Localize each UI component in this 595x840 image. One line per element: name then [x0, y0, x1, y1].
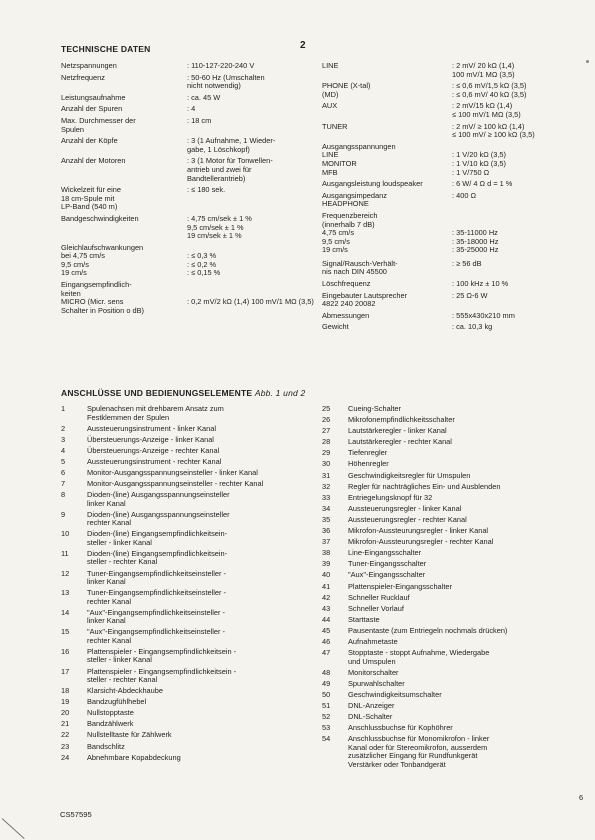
spec-value: : 35-18000 Hz: [452, 236, 499, 246]
element-list-item: [61, 687, 323, 696]
specs-right-list: [322, 62, 587, 140]
spec-label: Löschfrequenz: [322, 279, 371, 289]
element-list-item: [322, 605, 584, 614]
elements-right-list: [322, 405, 584, 772]
element-number: 7: [61, 479, 66, 489]
element-number: 34: [322, 503, 331, 513]
spec-value: : 50-60 Hz (Umschalten nicht notwendig): [187, 72, 265, 91]
element-list-item: [61, 609, 323, 626]
element-description: Bandzählwerk: [87, 719, 134, 729]
element-number: 21: [61, 719, 70, 729]
element-list-item: [322, 724, 584, 733]
specs-left-list: [61, 62, 316, 241]
spec-label: LINE: [322, 150, 339, 160]
element-list-item: [61, 436, 323, 445]
element-list-item: [322, 691, 584, 700]
element-number: 17: [61, 666, 70, 676]
spec-row: [322, 280, 587, 289]
element-description: Tuner-Eingangsempfindlichkeitseinsteller - linker Kanal: [87, 568, 226, 587]
spec-label: Gewicht: [322, 322, 349, 332]
element-number: 11: [61, 548, 69, 558]
element-description: Starttaste: [348, 614, 380, 624]
spec-row: [61, 298, 316, 315]
element-list-item: [322, 560, 584, 569]
spec-row: [322, 180, 587, 189]
element-number: 19: [61, 697, 70, 707]
element-description: Dioden-(line) Eingangsempfindlichkeitsein- steller - rechter Kanal: [87, 548, 228, 567]
element-number: 50: [322, 689, 331, 699]
spec-label: Leistungsaufnahme: [61, 92, 126, 102]
spec-value: : 1 V/10 kΩ (3,5): [452, 158, 506, 168]
element-list-item: [61, 743, 323, 752]
element-list-item: [61, 648, 323, 665]
element-list-item: [61, 480, 323, 489]
spec-label: TUNER: [322, 121, 348, 131]
specs-right-list-3: [322, 260, 587, 332]
element-number: 8: [61, 490, 66, 500]
element-description: Höhenregler: [348, 459, 389, 469]
element-list-item: [61, 511, 323, 528]
spec-row: [322, 312, 587, 321]
element-list-item: [322, 460, 584, 469]
ausgang-rows: [322, 151, 587, 177]
element-number: 29: [322, 448, 331, 458]
element-number: 41: [322, 581, 331, 591]
spec-row: [61, 117, 316, 134]
spec-row: [322, 246, 587, 255]
spec-value: : 2 mV/15 kΩ (1,4) ≤ 100 mV/1 MΩ (3,5): [452, 101, 521, 119]
element-number: 49: [322, 678, 331, 688]
element-number: 23: [61, 741, 70, 751]
element-description: Aussteuerungsregler - rechter Kanal: [348, 514, 467, 524]
spec-value: : 1 V/750 Ω: [452, 167, 490, 177]
element-list-item: [322, 538, 584, 547]
spec-row: [322, 292, 587, 309]
element-description: Tiefenregler: [348, 448, 388, 458]
element-list-item: [61, 405, 323, 422]
spec-label: Anzahl der Köpfe: [61, 136, 118, 146]
connections-figure-ref: Abb. 1 und 2: [254, 388, 306, 398]
spec-label: 9,5 cm/s: [322, 236, 350, 246]
element-number: 44: [322, 614, 331, 624]
spec-label: AUX: [322, 101, 338, 111]
element-description: Abnehmbare Kopabdeckung: [87, 752, 181, 762]
scan-mark-line: [2, 818, 25, 839]
spec-value: : 4,75 cm/sek ± 1 % 9,5 cm/sek ± 1 % 19 cm/sek ± 1 %: [187, 213, 252, 241]
spec-value: : 2 mV/ 20 kΩ (1,4) 100 mV/1 MΩ (3,5): [452, 61, 515, 79]
element-list-item: [61, 425, 323, 434]
spec-row: [61, 105, 316, 114]
corner-mark: 6: [579, 793, 584, 802]
element-list-item: [322, 627, 584, 636]
element-list-item: [322, 702, 584, 711]
spec-label: Abmessungen: [322, 310, 370, 320]
element-number: 45: [322, 625, 331, 635]
spec-value: : 25 Ω-6 W: [452, 290, 488, 300]
element-description: Übersteuerungs-Anzeige - rechter Kanal: [87, 445, 220, 455]
spec-value: : ≤ 0,3 %: [187, 251, 217, 261]
element-number: 3: [61, 434, 66, 444]
element-list-item: [61, 668, 323, 685]
element-list-item: [322, 649, 584, 666]
element-number: 6: [61, 467, 66, 477]
element-description: Aufnahmetaste: [348, 636, 398, 646]
element-list-item: [322, 416, 584, 425]
specs-left-column: [61, 62, 316, 315]
element-number: 4: [61, 445, 66, 455]
spec-value: : ca. 10,3 kg: [452, 322, 493, 332]
element-number: 12: [61, 568, 70, 578]
element-number: 51: [322, 700, 331, 710]
spec-value: : 100 kHz ± 10 %: [452, 279, 509, 289]
spec-label: Wickelzeit für eine 18 cm-Spule mit LP-Band (540 m): [61, 185, 121, 212]
element-description: Bandzugfühlhebel: [87, 697, 147, 707]
element-list-item: [322, 527, 584, 536]
element-description: Geschwindigkeitsumschalter: [348, 689, 442, 699]
element-description: Schneller Vorlauf: [348, 603, 404, 613]
element-list-item: [322, 549, 584, 558]
element-description: Nullstelltaste für Zählwerk: [87, 730, 172, 740]
element-list-item: [322, 505, 584, 514]
element-list-item: [322, 735, 584, 769]
element-description: Anschlussbuchse für Kophöhrer: [348, 723, 453, 733]
spec-row: [61, 269, 316, 278]
ausgang-title: Ausgangsspannungen: [322, 141, 396, 151]
element-list-item: [322, 449, 584, 458]
element-description: Bandschlitz: [87, 741, 125, 751]
spec-value: : 3 (1 Aufnahme, 1 Wieder- gabe, 1 Löschkopf): [187, 136, 276, 154]
spec-label: Ausgangsimpedanz HEADPHONE: [322, 190, 387, 209]
element-description: Mikrofon-Aussteurungsregler - rechter Kanal: [348, 537, 494, 547]
element-description: Monitor-Ausgangsspannungseinsteller - linker Kanal: [87, 467, 258, 477]
element-number: 54: [322, 734, 331, 744]
spec-value: : ≤ 0,6 mV/1,5 kΩ (3,5) : ≤ 0,6 mV/ 40 kΩ (3,5): [452, 81, 527, 99]
element-description: Mikrofonempfindlichkeitsschalter: [348, 415, 455, 425]
element-list-item: [61, 530, 323, 547]
element-description: Nullstopptaste: [87, 708, 134, 718]
element-description: Stopptaste - stoppt Aufnahme, Wiedergabe und Umspulen: [348, 648, 490, 666]
element-list-item: [322, 583, 584, 592]
element-list-item: [61, 589, 323, 606]
element-number: 43: [322, 603, 331, 613]
element-number: 28: [322, 437, 331, 447]
element-list-item: [61, 628, 323, 645]
element-list-item: [322, 516, 584, 525]
frequenz-title: Frequenzbereich (innerhalb 7 dB): [322, 210, 378, 229]
spec-row: [322, 62, 587, 79]
element-description: Aussteuerungsregler - linker Kanal: [348, 503, 462, 513]
scan-mark-dot: [586, 60, 589, 63]
gleichlauf-rows: [61, 252, 316, 278]
element-description: Regler für nachträgliches Ein- und Ausblenden: [348, 481, 501, 491]
spec-value: : 4: [187, 104, 196, 114]
frequenz-rows: [322, 229, 587, 255]
spec-row: [61, 215, 316, 241]
element-number: 40: [322, 570, 331, 580]
element-number: 15: [61, 627, 70, 637]
element-description: Tuner-Eingangsschalter: [348, 559, 427, 569]
gleichlauf-title: Gleichlaufschwankungen: [61, 242, 144, 252]
element-description: Klarsicht-Abdeckhaube: [87, 686, 164, 696]
element-description: Mikrofon-Aussteurungsregler - linker Kanal: [348, 526, 489, 536]
element-description: "Aux"-Eingangsempfindlichkeitseinsteller - linker Kanal: [87, 607, 225, 626]
spec-row: [322, 169, 587, 178]
spec-row: [61, 186, 316, 212]
element-description: Anschlussbuchse für Monomikrofon - linker Kanal oder für Stereomikrofon, ausserdem zusätzlicher Eingang für Rundfunkgerät Verstärker oder Tonbandgerät: [348, 734, 490, 769]
spec-label: Anzahl der Spuren: [61, 104, 123, 114]
element-number: 46: [322, 636, 331, 646]
element-description: Spurwahlschalter: [348, 678, 405, 688]
element-list-item: [61, 570, 323, 587]
spec-label: LINE: [322, 61, 339, 70]
spec-row: [61, 94, 316, 103]
element-description: Entriegelungsknopf für 32: [348, 492, 433, 502]
element-list-item: [322, 713, 584, 722]
element-list-item: [322, 669, 584, 678]
spec-value: : 35-11000 Hz: [452, 228, 498, 238]
spec-label: 9,5 cm/s: [61, 259, 89, 269]
element-list-item: [322, 616, 584, 625]
spec-label: 19 cm/s: [61, 268, 87, 278]
element-number: 18: [61, 686, 70, 696]
element-description: Tuner-Eingangsempfindlichkeitseinsteller - rechter Kanal: [87, 588, 226, 606]
element-number: 38: [322, 548, 331, 558]
element-description: Line-Eingangsschalter: [348, 548, 422, 558]
spec-value: : ≤ 0,2 %: [187, 259, 217, 269]
element-description: Dioden-(line) Ausgangsspannungseinsteller rechter Kanal: [87, 509, 230, 528]
element-description: Dioden-(line) Ausgangsspannungseinsteller linker Kanal: [87, 490, 230, 508]
spec-value: : 3 (1 Motor für Tonwellen- antrieb und zwei für Bandtellerantrieb): [187, 156, 273, 183]
element-list-item: [61, 709, 323, 718]
element-list-item: [322, 571, 584, 580]
spec-value: : 18 cm: [187, 115, 212, 125]
element-list-item: [322, 494, 584, 503]
spec-value: : 2 mV/ ≥ 100 kΩ (1,4) ≤ 100 mV/ ≥ 100 kΩ (3,5): [452, 121, 535, 140]
spec-label: MONITOR: [322, 158, 357, 168]
element-list-item: [61, 720, 323, 729]
spec-label: 4,75 cm/s: [322, 228, 355, 238]
spec-row: [322, 82, 587, 99]
element-list-item: [322, 483, 584, 492]
element-number: 22: [61, 730, 70, 740]
element-number: 9: [61, 509, 66, 519]
element-description: Plattenspieler-Eingangsschalter: [348, 581, 452, 591]
document-code: CS57595: [60, 810, 92, 819]
element-description: Plattenspieler - Eingangsempfindlichkeitsein - steller - rechter Kanal: [87, 666, 237, 684]
element-description: Übersteuerungs-Anzeige - linker Kanal: [87, 434, 214, 444]
element-description: Pausentaste (zum Entriegeln nochmals drücken): [348, 625, 508, 635]
gleichlauf-block: [61, 244, 316, 278]
spec-label: Netzspannungen: [61, 61, 117, 70]
element-list-item: [61, 754, 323, 763]
spec-row: [322, 260, 587, 277]
spec-label: Ausgangsleistung loudspeaker: [322, 179, 423, 189]
element-number: 33: [322, 492, 331, 502]
page-number: 2: [300, 40, 306, 51]
element-number: 14: [61, 607, 70, 617]
spec-value: : 110-127-220-240 V: [187, 61, 255, 70]
element-description: "Aux"-Eingangsschalter: [348, 570, 426, 580]
eingang-block: [61, 281, 316, 315]
spec-value: : 1 V/20 kΩ (3,5): [452, 150, 506, 160]
spec-value: : ≤ 180 sek.: [187, 185, 226, 195]
spec-value: : 0,2 mV/2 kΩ (1,4) 100 mV/1 MΩ (3,5): [187, 297, 314, 307]
element-description: "Aux"-Eingangsempfindlichkeitseinsteller - rechter Kanal: [87, 627, 225, 645]
element-list-item: [61, 731, 323, 740]
element-number: 48: [322, 667, 331, 677]
connections-title: [61, 388, 305, 398]
element-number: 10: [61, 529, 70, 539]
element-number: 24: [61, 752, 70, 762]
spec-row: [322, 102, 587, 119]
element-number: 31: [322, 470, 331, 480]
element-number: 5: [61, 456, 66, 466]
spec-value: : 6 W/ 4 Ω d = 1 %: [452, 179, 513, 189]
element-list-item: [61, 458, 323, 467]
eingang-title: Eingangsempfindlich- keiten: [61, 280, 132, 298]
spec-label: Bandgeschwindigkeiten: [61, 213, 139, 223]
element-description: DNL-Anzeiger: [348, 700, 395, 710]
element-number: 53: [322, 723, 331, 733]
spec-label: MFB: [322, 167, 338, 177]
spec-row: [322, 192, 587, 209]
element-number: 36: [322, 526, 331, 536]
spec-label: Signal/Rausch-Verhält- nis nach DIN 45500: [322, 258, 398, 277]
element-description: Spulenachsen mit drehbarem Ansatz zum Festklemmen der Spulen: [87, 404, 224, 422]
element-list-item: [322, 405, 584, 414]
spec-row: [322, 323, 587, 332]
element-description: Monitorschalter: [348, 667, 399, 677]
connections-title-text: ANSCHLÜSSE UND BEDIENUNGSELEMENTE: [61, 388, 253, 398]
element-number: 27: [322, 426, 331, 436]
element-list-item: [61, 469, 323, 478]
element-number: 52: [322, 712, 331, 722]
element-list-item: [61, 550, 323, 567]
elements-left-list: [61, 405, 323, 765]
element-description: Lautstärkeregler - linker Kanal: [348, 426, 447, 436]
element-list-item: [322, 438, 584, 447]
element-number: 13: [61, 588, 70, 598]
element-list-item: [61, 698, 323, 707]
spec-label: Max. Durchmesser der Spulen: [61, 115, 136, 134]
element-list-item: [322, 427, 584, 436]
element-description: Dioden-(line) Eingangsempfindlichkeitsein- steller - linker Kanal: [87, 529, 228, 547]
element-description: Schneller Rucklauf: [348, 592, 410, 602]
element-number: 35: [322, 514, 331, 524]
spec-row: [322, 123, 587, 140]
element-number: 25: [322, 404, 331, 413]
frequenz-block: [322, 212, 587, 255]
element-number: 32: [322, 481, 331, 491]
spec-label: MICRO (Micr. sens Schalter in Position o dB): [61, 297, 144, 315]
specs-right-column: [322, 62, 587, 335]
spec-value: : ca. 45 W: [187, 92, 221, 102]
spec-row: [61, 62, 316, 71]
spec-label: Anzahl der Motoren: [61, 156, 126, 166]
element-description: Geschwindigkeitsregler für Umspulen: [348, 470, 471, 480]
spec-row: [61, 74, 316, 91]
ausgang-block: [322, 143, 587, 177]
element-number: 37: [322, 537, 331, 547]
element-number: 42: [322, 592, 331, 602]
spec-value: : 400 Ω: [452, 190, 477, 200]
spec-value: : ≤ 0,15 %: [187, 268, 221, 278]
spec-value: : ≥ 56 dB: [452, 258, 482, 268]
tech-data-title: TECHNISCHE DATEN: [61, 44, 151, 54]
spec-row: [61, 137, 316, 154]
spec-row: [61, 157, 316, 183]
element-list-item: [61, 491, 323, 508]
element-description: Aussteuerungsinstrument - rechter Kanal: [87, 456, 222, 466]
element-number: 2: [61, 423, 66, 433]
element-list-item: [322, 680, 584, 689]
eingang-rows: [61, 298, 316, 315]
element-number: 39: [322, 559, 331, 569]
element-list-item: [61, 447, 323, 456]
element-description: Lautstärkeregler - rechter Kanal: [348, 437, 452, 447]
element-description: Cueing-Schalter: [348, 404, 401, 413]
element-description: Aussteuerungsinstrument - linker Kanal: [87, 423, 216, 433]
element-description: DNL-Schalter: [348, 712, 393, 722]
spec-value: : 555x430x210 mm: [452, 310, 515, 320]
element-list-item: [322, 594, 584, 603]
element-list-item: [322, 638, 584, 647]
element-number: 16: [61, 646, 70, 656]
spec-label: bei 4,75 cm/s: [61, 251, 105, 261]
element-number: 26: [322, 415, 331, 425]
spec-label: PHONE (X-tal) (MD): [322, 81, 371, 99]
spec-value: : 35-25000 Hz: [452, 245, 499, 255]
element-number: 30: [322, 459, 331, 469]
spec-label: Eingebauter Lautsprecher 4822 240 20082: [322, 290, 408, 309]
spec-label: 19 cm/s: [322, 245, 348, 255]
element-number: 1: [61, 404, 66, 413]
element-number: 47: [322, 648, 331, 658]
spec-label: Netzfrequenz: [61, 72, 105, 82]
element-description: Monitor-Ausgangsspannungseinsteller - rechter Kanal: [87, 479, 264, 489]
element-description: Plattenspieler - Eingangsempfindlichkeitsein - steller - linker Kanal: [87, 646, 237, 665]
element-list-item: [322, 472, 584, 481]
element-number: 20: [61, 708, 70, 718]
specs-right-list-2: [322, 180, 587, 209]
